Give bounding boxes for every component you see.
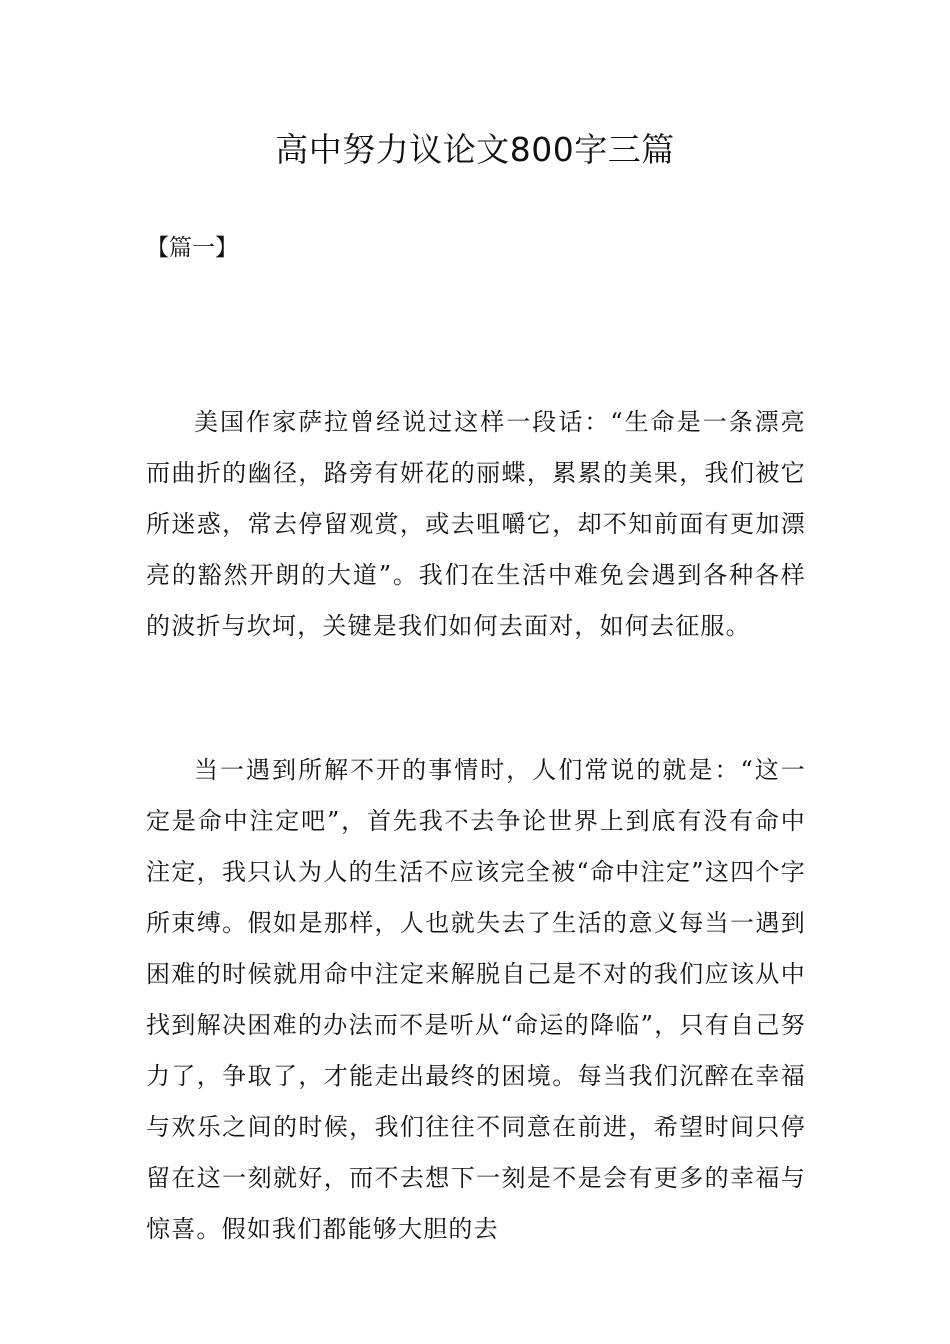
document-title: 高中努力议论文800字三篇 [275,130,675,169]
paragraph-2: 当一遇到所解不开的事情时，人们常说的就是：“这一定是命中注定吧”，首先我不去争论世界上到底有没有命中注定，我只认为人的生活不应该完全被“命中注定”这四个字所束缚。假如是那样，人也就失去了生活的意义每当一遇到困难的时候就用命中注定来解脱自己是不对的我们应该从中找到解决困难的办法而不是听从“命运的降临”，只有自己努力了，争取了，才能走出最终的困境。每当我们沉醉在幸福与欢乐之间的时候，我们往往不同意在前进，希望时间只停留在这一刻就好，而不去想下一刻是不是会有更多的幸福与惊喜。假如我们都能够大胆的去 [146,756,806,1243]
paragraph-1: 美国作家萨拉曾经说过这样一段话：“生命是一条漂亮而曲折的幽径，路旁有妍花的丽蝶，累累的美果，我们被它所迷惑，常去停留观赏，或去咀嚼它，却不知前面有更加漂亮的豁然开朗的大道”。我们在生活中难免会遇到各种各样的波折与坎坷，关键是我们如何去面对，如何去征服。 [146,408,806,640]
section-heading: 【篇一】 [146,235,238,261]
